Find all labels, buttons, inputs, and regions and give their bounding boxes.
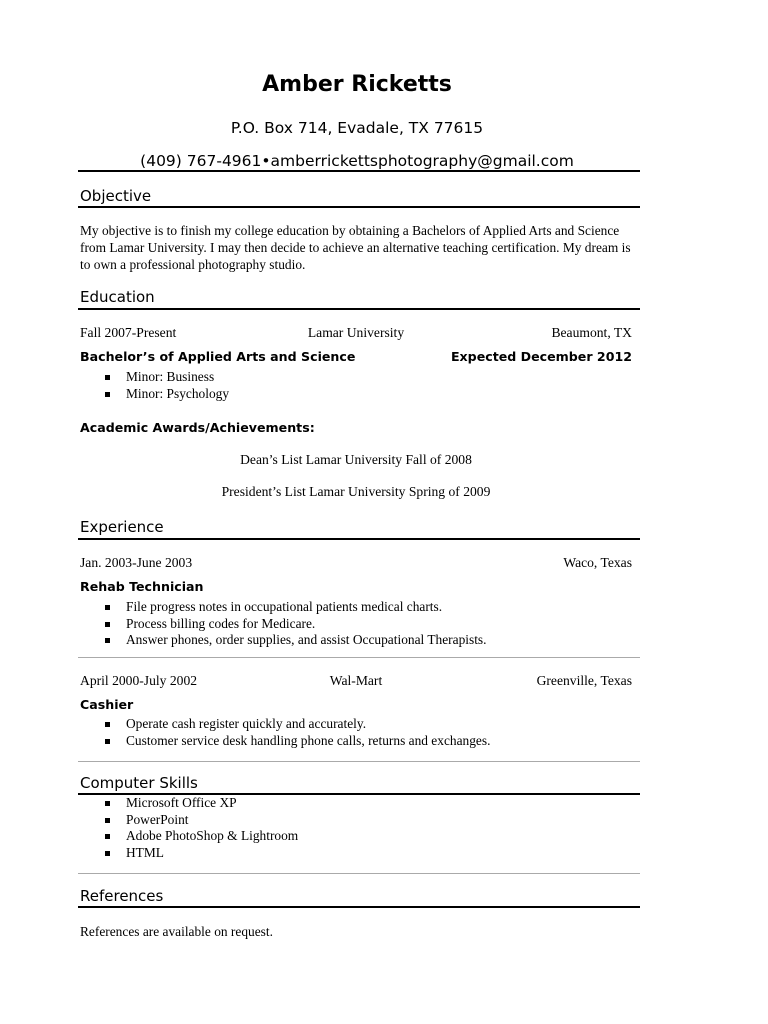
list-item: PowerPoint (80, 812, 298, 829)
job-location: Waco, Texas (563, 555, 632, 570)
award-item: Dean’s List Lamar University Fall of 2008 (240, 452, 472, 467)
contact-separator: • (261, 152, 271, 170)
list-item: Process billing codes for Medicare. (80, 616, 486, 633)
job-title-row (80, 697, 632, 715)
contact-line (0, 152, 714, 170)
job-row (80, 555, 632, 573)
job-title: Cashier (80, 697, 134, 712)
degree-row (80, 349, 632, 367)
job-title-row (80, 579, 632, 597)
job-dates: Jan. 2003-June 2003 (80, 555, 193, 570)
education-school: Lamar University (307, 325, 405, 340)
education-row (80, 325, 632, 343)
section-heading-objective: Objective (80, 187, 152, 205)
section-divider-experience (78, 538, 640, 540)
minors-list (80, 369, 229, 402)
award-item: President’s List Lamar University Spring of 2009 (221, 484, 491, 499)
job-row (80, 673, 632, 691)
job-employer: Wal-Mart (329, 673, 383, 688)
degree-expected: Expected December 2012 (450, 349, 632, 364)
list-item: Adobe PhotoShop & Lightroom (80, 828, 298, 845)
objective-text: My objective is to finish my college education by obtaining a Bachelors of Applied Arts and Science from Lamar University. I may then decide to achieve an alternative teaching certification. My dream is to own a professional photography studio. (80, 223, 631, 272)
header-divider (78, 170, 640, 172)
section-heading-references: References (80, 887, 164, 905)
job-title: Rehab Technician (80, 579, 204, 594)
job-location: Greenville, Texas (536, 673, 632, 688)
job-divider (78, 657, 640, 658)
resume-name: Amber Ricketts (262, 72, 452, 97)
list-item: Operate cash register quickly and accurately. (80, 716, 490, 733)
awards-heading-text: Academic Awards/Achievements: (80, 420, 315, 435)
section-heading-experience: Experience (80, 518, 164, 536)
degree-name: Bachelor’s of Applied Arts and Science (80, 349, 356, 364)
job-dates: April 2000-July 2002 (80, 673, 198, 688)
contact-email: amberrickettsphotography@gmail.com (270, 152, 574, 170)
job-duties-list (80, 599, 486, 649)
section-heading-computer-skills: Computer Skills (80, 774, 198, 792)
list-item: HTML (80, 845, 298, 862)
education-dates: Fall 2007-Present (80, 325, 177, 340)
section-divider-objective (78, 206, 640, 208)
skills-end-divider (78, 873, 640, 874)
list-item: Answer phones, order supplies, and assist Occupational Therapists. (80, 632, 486, 649)
list-item: Minor: Business (80, 369, 229, 386)
skills-list (80, 795, 298, 861)
contact-phone: (409) 767-4961 (140, 152, 262, 170)
contact-address: P.O. Box 714, Evadale, TX 77615 (230, 119, 484, 137)
job-duties-list (80, 716, 490, 749)
list-item: Microsoft Office XP (80, 795, 298, 812)
list-item: Minor: Psychology (80, 386, 229, 403)
references-text: References are available on request. (80, 924, 273, 939)
section-divider-education (78, 308, 640, 310)
list-item: Customer service desk handling phone calls, returns and exchanges. (80, 733, 490, 750)
list-item: File progress notes in occupational patients medical charts. (80, 599, 486, 616)
experience-end-divider (78, 761, 640, 762)
section-heading-education: Education (80, 288, 155, 306)
section-divider-references (78, 906, 640, 908)
education-location: Beaumont, TX (551, 325, 632, 340)
awards-heading (80, 420, 632, 438)
